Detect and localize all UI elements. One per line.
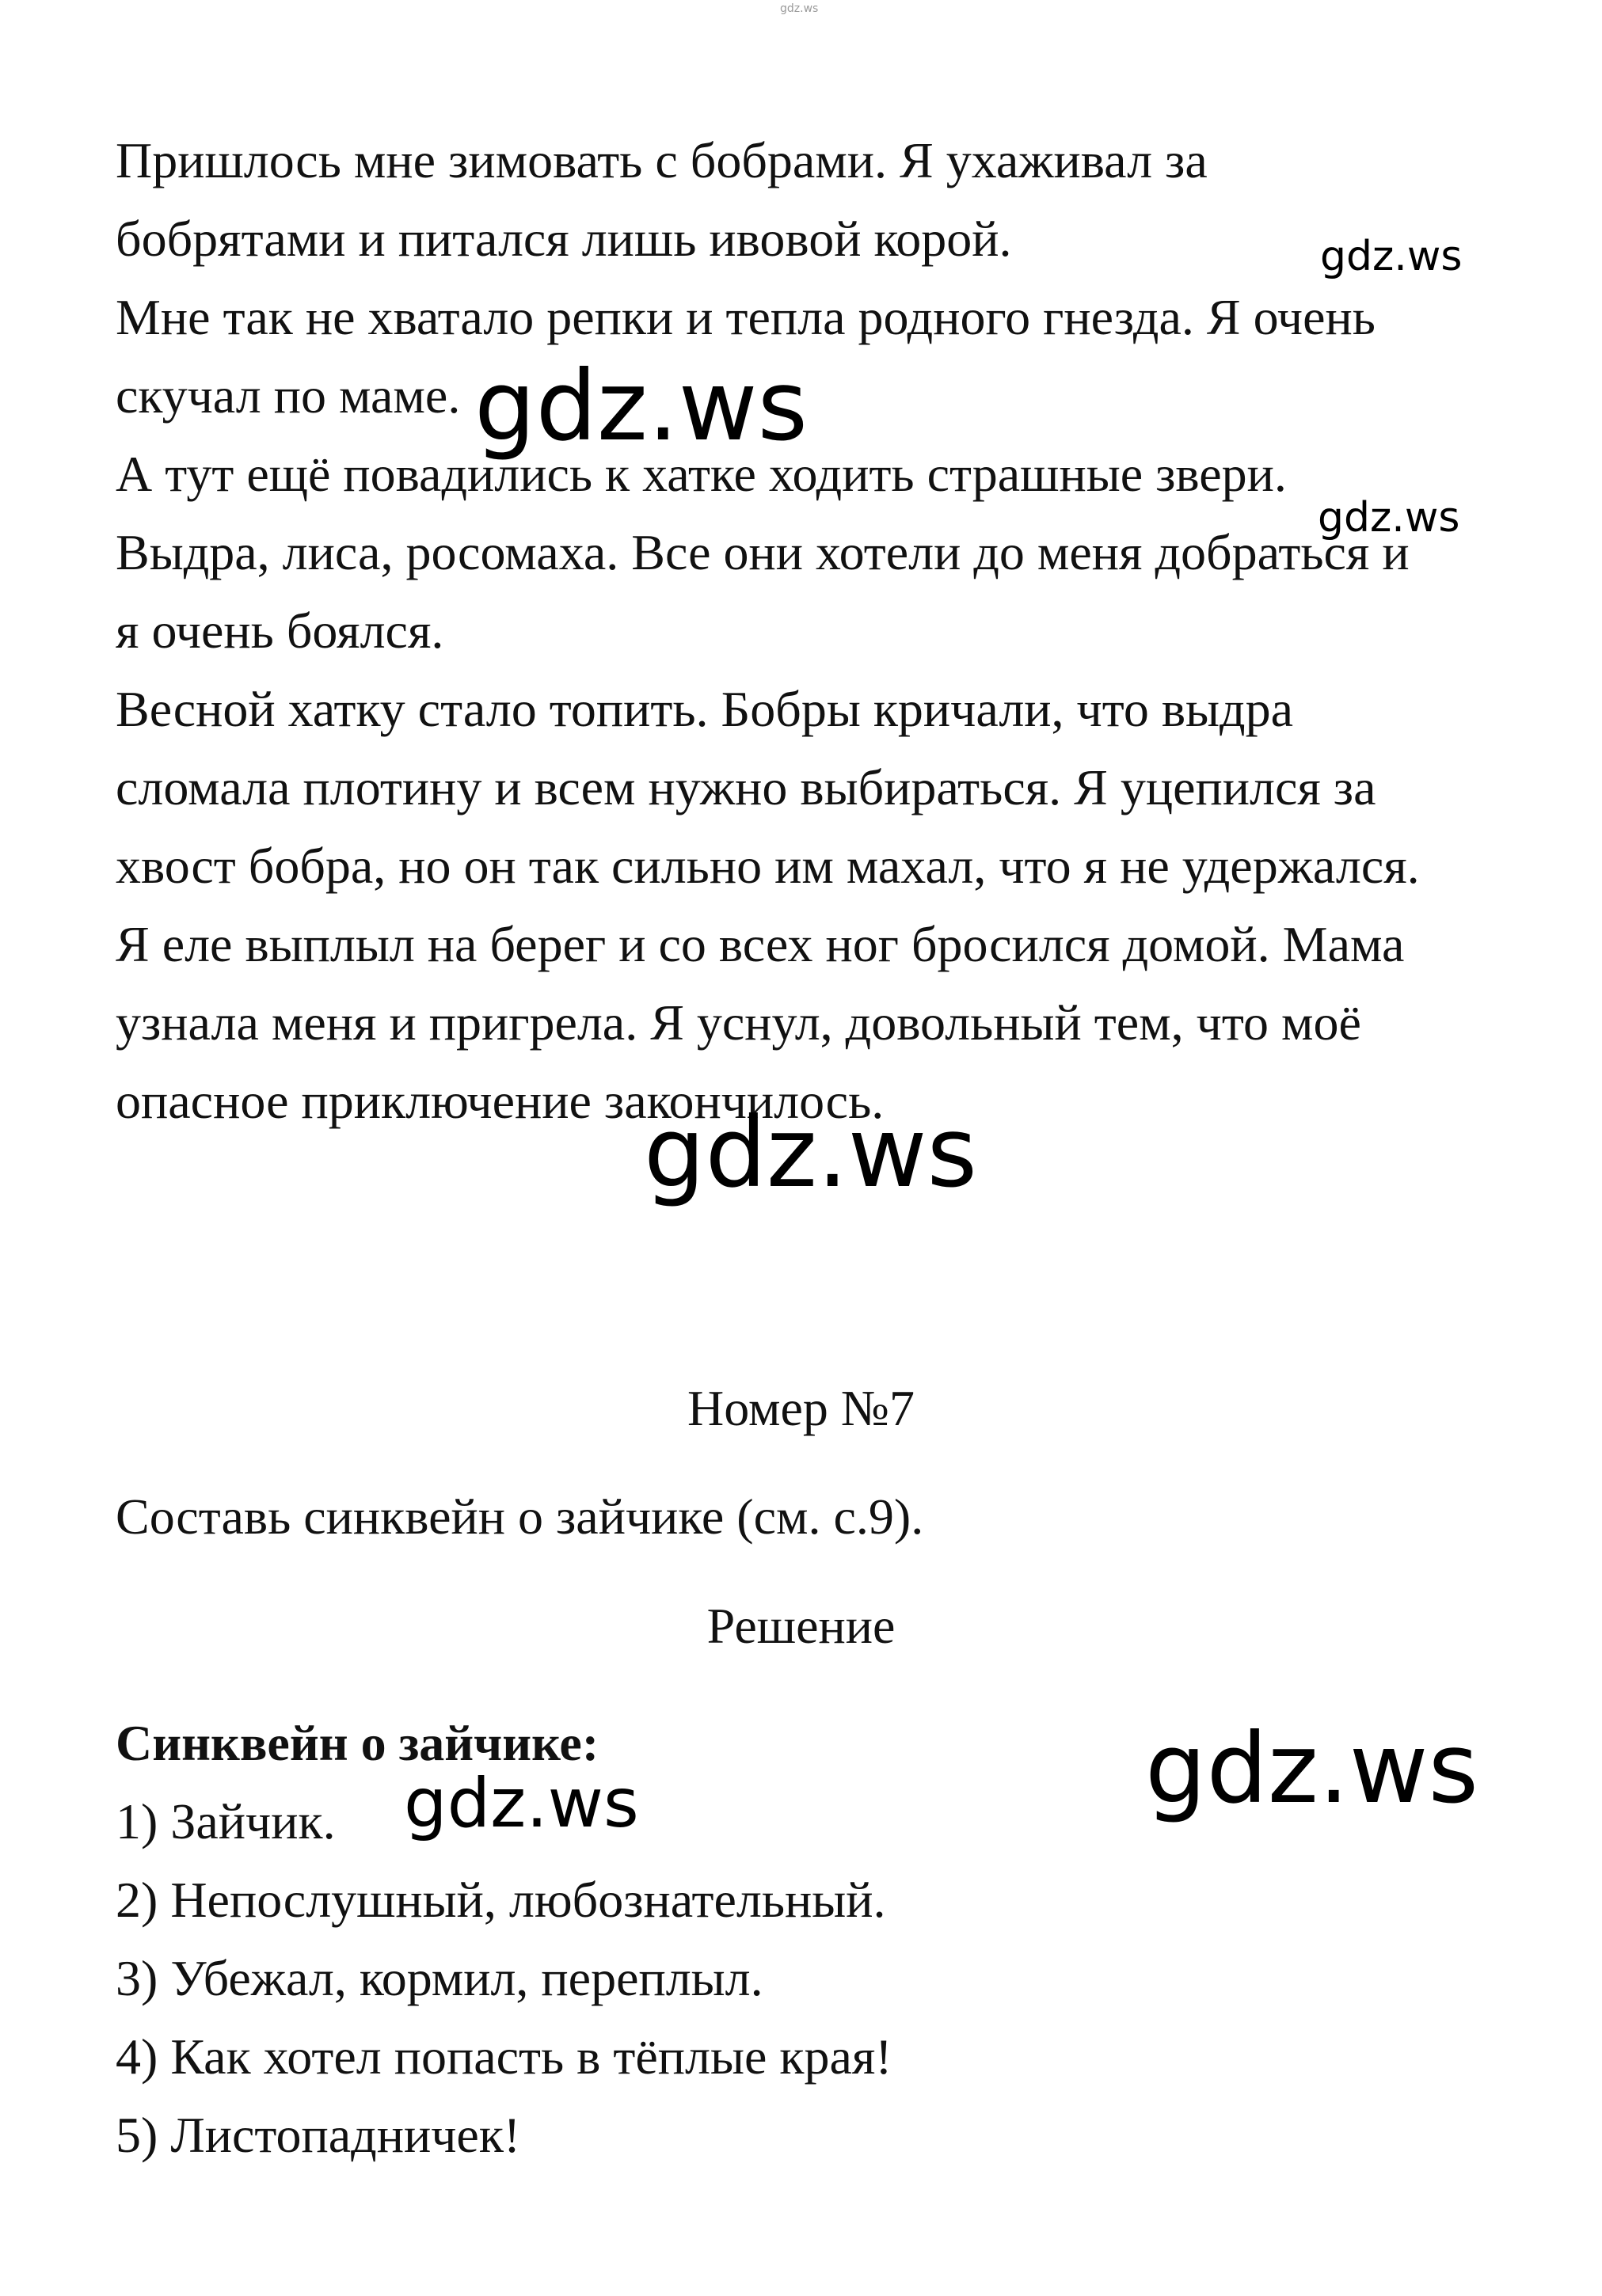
- story-line-5: А тут ещё повадились к хатке ходить страшные звери.: [116, 446, 1287, 502]
- solution-item-5: 5) Листопадничек!: [116, 2107, 521, 2163]
- solution-item-4: 4) Как хотел попасть в тёплые края!: [116, 2028, 892, 2085]
- story-line-1: Пришлось мне зимовать с бобрами. Я ухаживал за: [116, 132, 1208, 188]
- task-text: Составь синквейн о зайчике (см. с.9).: [116, 1488, 924, 1545]
- watermark-2: gdz.ws: [474, 350, 809, 462]
- story-line-13: опасное приключение закончилось.: [116, 1073, 885, 1129]
- watermark-3: gdz.ws: [1318, 494, 1460, 542]
- watermark-4: gdz.ws: [644, 1097, 978, 1209]
- solution-title: Решение: [706, 1598, 896, 1654]
- story-line-12: узнала меня и пригрела. Я уснул, довольный тем, что моё: [116, 994, 1361, 1051]
- solution-item-1: 1) Зайчик.: [116, 1793, 336, 1849]
- solution-item-2: 2) Непослушный, любознательный.: [116, 1872, 886, 1928]
- watermark-top: gdz.ws: [780, 2, 819, 15]
- task-number-title: Номер №7: [687, 1380, 915, 1436]
- solution-heading: Синквейн о зайчике:: [116, 1715, 599, 1771]
- watermark-1: gdz.ws: [1320, 233, 1463, 280]
- watermark-5: gdz.ws: [1145, 1712, 1479, 1825]
- story-line-4: скучал по маме.: [116, 367, 461, 424]
- solution-item-3: 3) Убежал, кормил, переплыл.: [116, 1950, 763, 2006]
- story-line-10: хвост бобра, но он так сильно им махал, что я не удержался.: [116, 838, 1420, 894]
- story-line-8: Весной хатку стало топить. Бобры кричали, что выдра: [116, 681, 1293, 737]
- story-line-11: Я еле выплыл на берег и со всех ног бросился домой. Мама: [116, 916, 1405, 972]
- story-line-9: сломала плотину и всем нужно выбираться. Я уцепился за: [116, 759, 1376, 815]
- watermark-6: gdz.ws: [404, 1764, 639, 1843]
- story-line-2: бобрятами и питался лишь ивовой корой.: [116, 211, 1012, 267]
- story-line-6: Выдра, лиса, росомаха. Все они хотели до меня добраться и: [116, 524, 1410, 580]
- story-line-3: Мне так не хватало репки и тепла родного гнезда. Я очень: [116, 289, 1376, 345]
- story-line-7: я очень боялся.: [116, 603, 444, 659]
